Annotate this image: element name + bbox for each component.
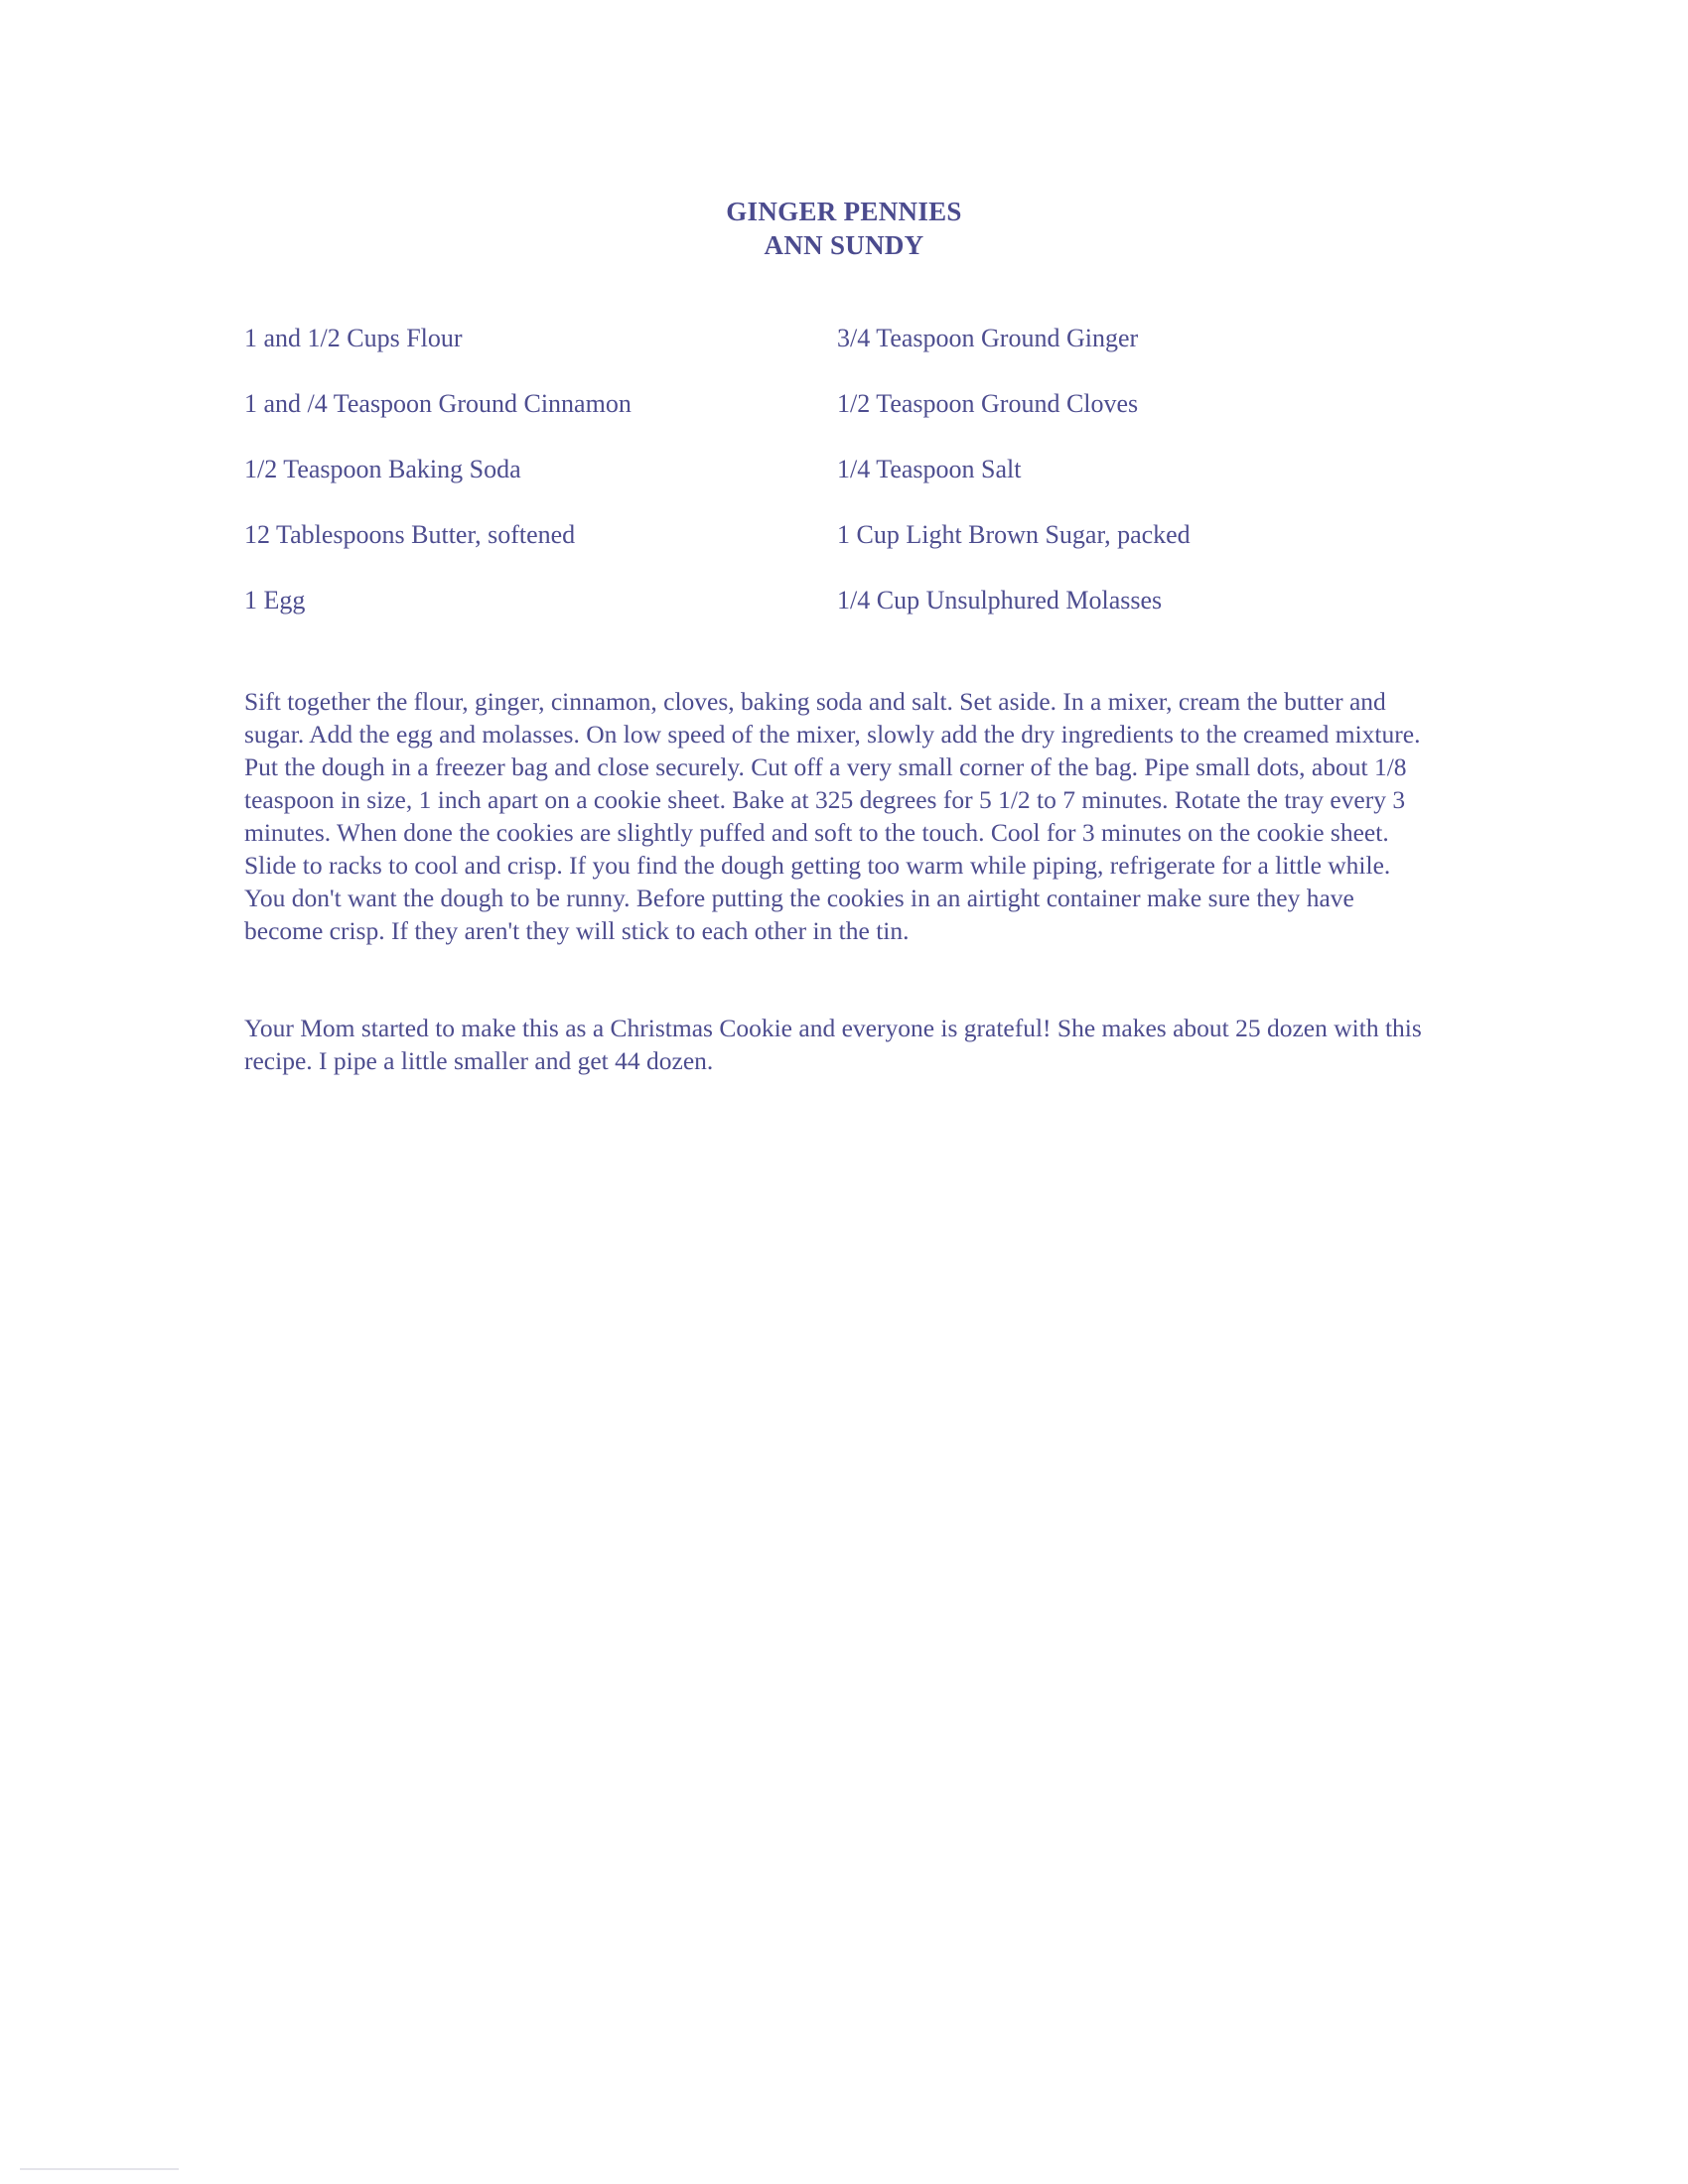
ingredient-item: 1/2 Teaspoon Baking Soda <box>244 455 521 483</box>
ingredients-list <box>244 324 1436 651</box>
ingredient-item: 1 Egg <box>244 586 306 614</box>
ingredient-item: 1/4 Cup Unsulphured Molasses <box>837 586 1163 614</box>
recipe-title: GINGER PENNIES <box>726 197 962 226</box>
ingredient-row <box>244 324 1436 389</box>
scan-edge-mark <box>20 2168 179 2170</box>
ingredient-item: 1 Cup Light Brown Sugar, packed <box>837 520 1191 549</box>
ingredient-item: 1 and /4 Teaspoon Ground Cinnamon <box>244 389 632 418</box>
recipe-author: ANN SUNDY <box>764 230 924 260</box>
ingredient-item: 1 and 1/2 Cups Flour <box>244 324 463 352</box>
title-block <box>0 195 1688 262</box>
ingredient-item: 1/4 Teaspoon Salt <box>837 455 1022 483</box>
ingredient-row <box>244 455 1436 520</box>
note-paragraph: Your Mom started to make this as a Christmas Cookie and everyone is grateful! She makes about 25 dozen with this recipe. I pipe a little smaller and get 44 dozen. <box>244 1014 1422 1075</box>
ingredient-item: 12 Tablespoons Butter, softened <box>244 520 576 549</box>
ingredient-row <box>244 520 1436 586</box>
ingredient-item: 1/2 Teaspoon Ground Cloves <box>837 389 1139 418</box>
instructions-paragraph: Sift together the flour, ginger, cinnamon, cloves, baking soda and salt. Set aside. In a mixer, cream the butter and sugar. Add the egg and molasses. On low speed of the mixer, slowly add the dry ingredients to the creamed mixture. Put the dough in a freezer bag and close securely. Cut off a very small corner of the bag. Pipe small dots, about 1/8 teaspoon in size, 1 inch apart on a cookie sheet. Bake at 325 degrees for 5 1/2 to 7 minutes. Rotate the tray every 3 minutes. When done the cookies are slightly puffed and soft to the touch. Cool for 3 minutes on the cookie sheet. Slide to racks to cool and crisp. If you find the dough getting too warm while piping, refrigerate for a little while. You don't want the dough to be runny. Before putting the cookies in an airtight container make sure they have become crisp. If they aren't they will stick to each other in the tin. <box>244 687 1421 945</box>
ingredient-row <box>244 389 1436 455</box>
ingredient-item: 3/4 Teaspoon Ground Ginger <box>837 324 1139 352</box>
ingredient-row <box>244 586 1436 651</box>
